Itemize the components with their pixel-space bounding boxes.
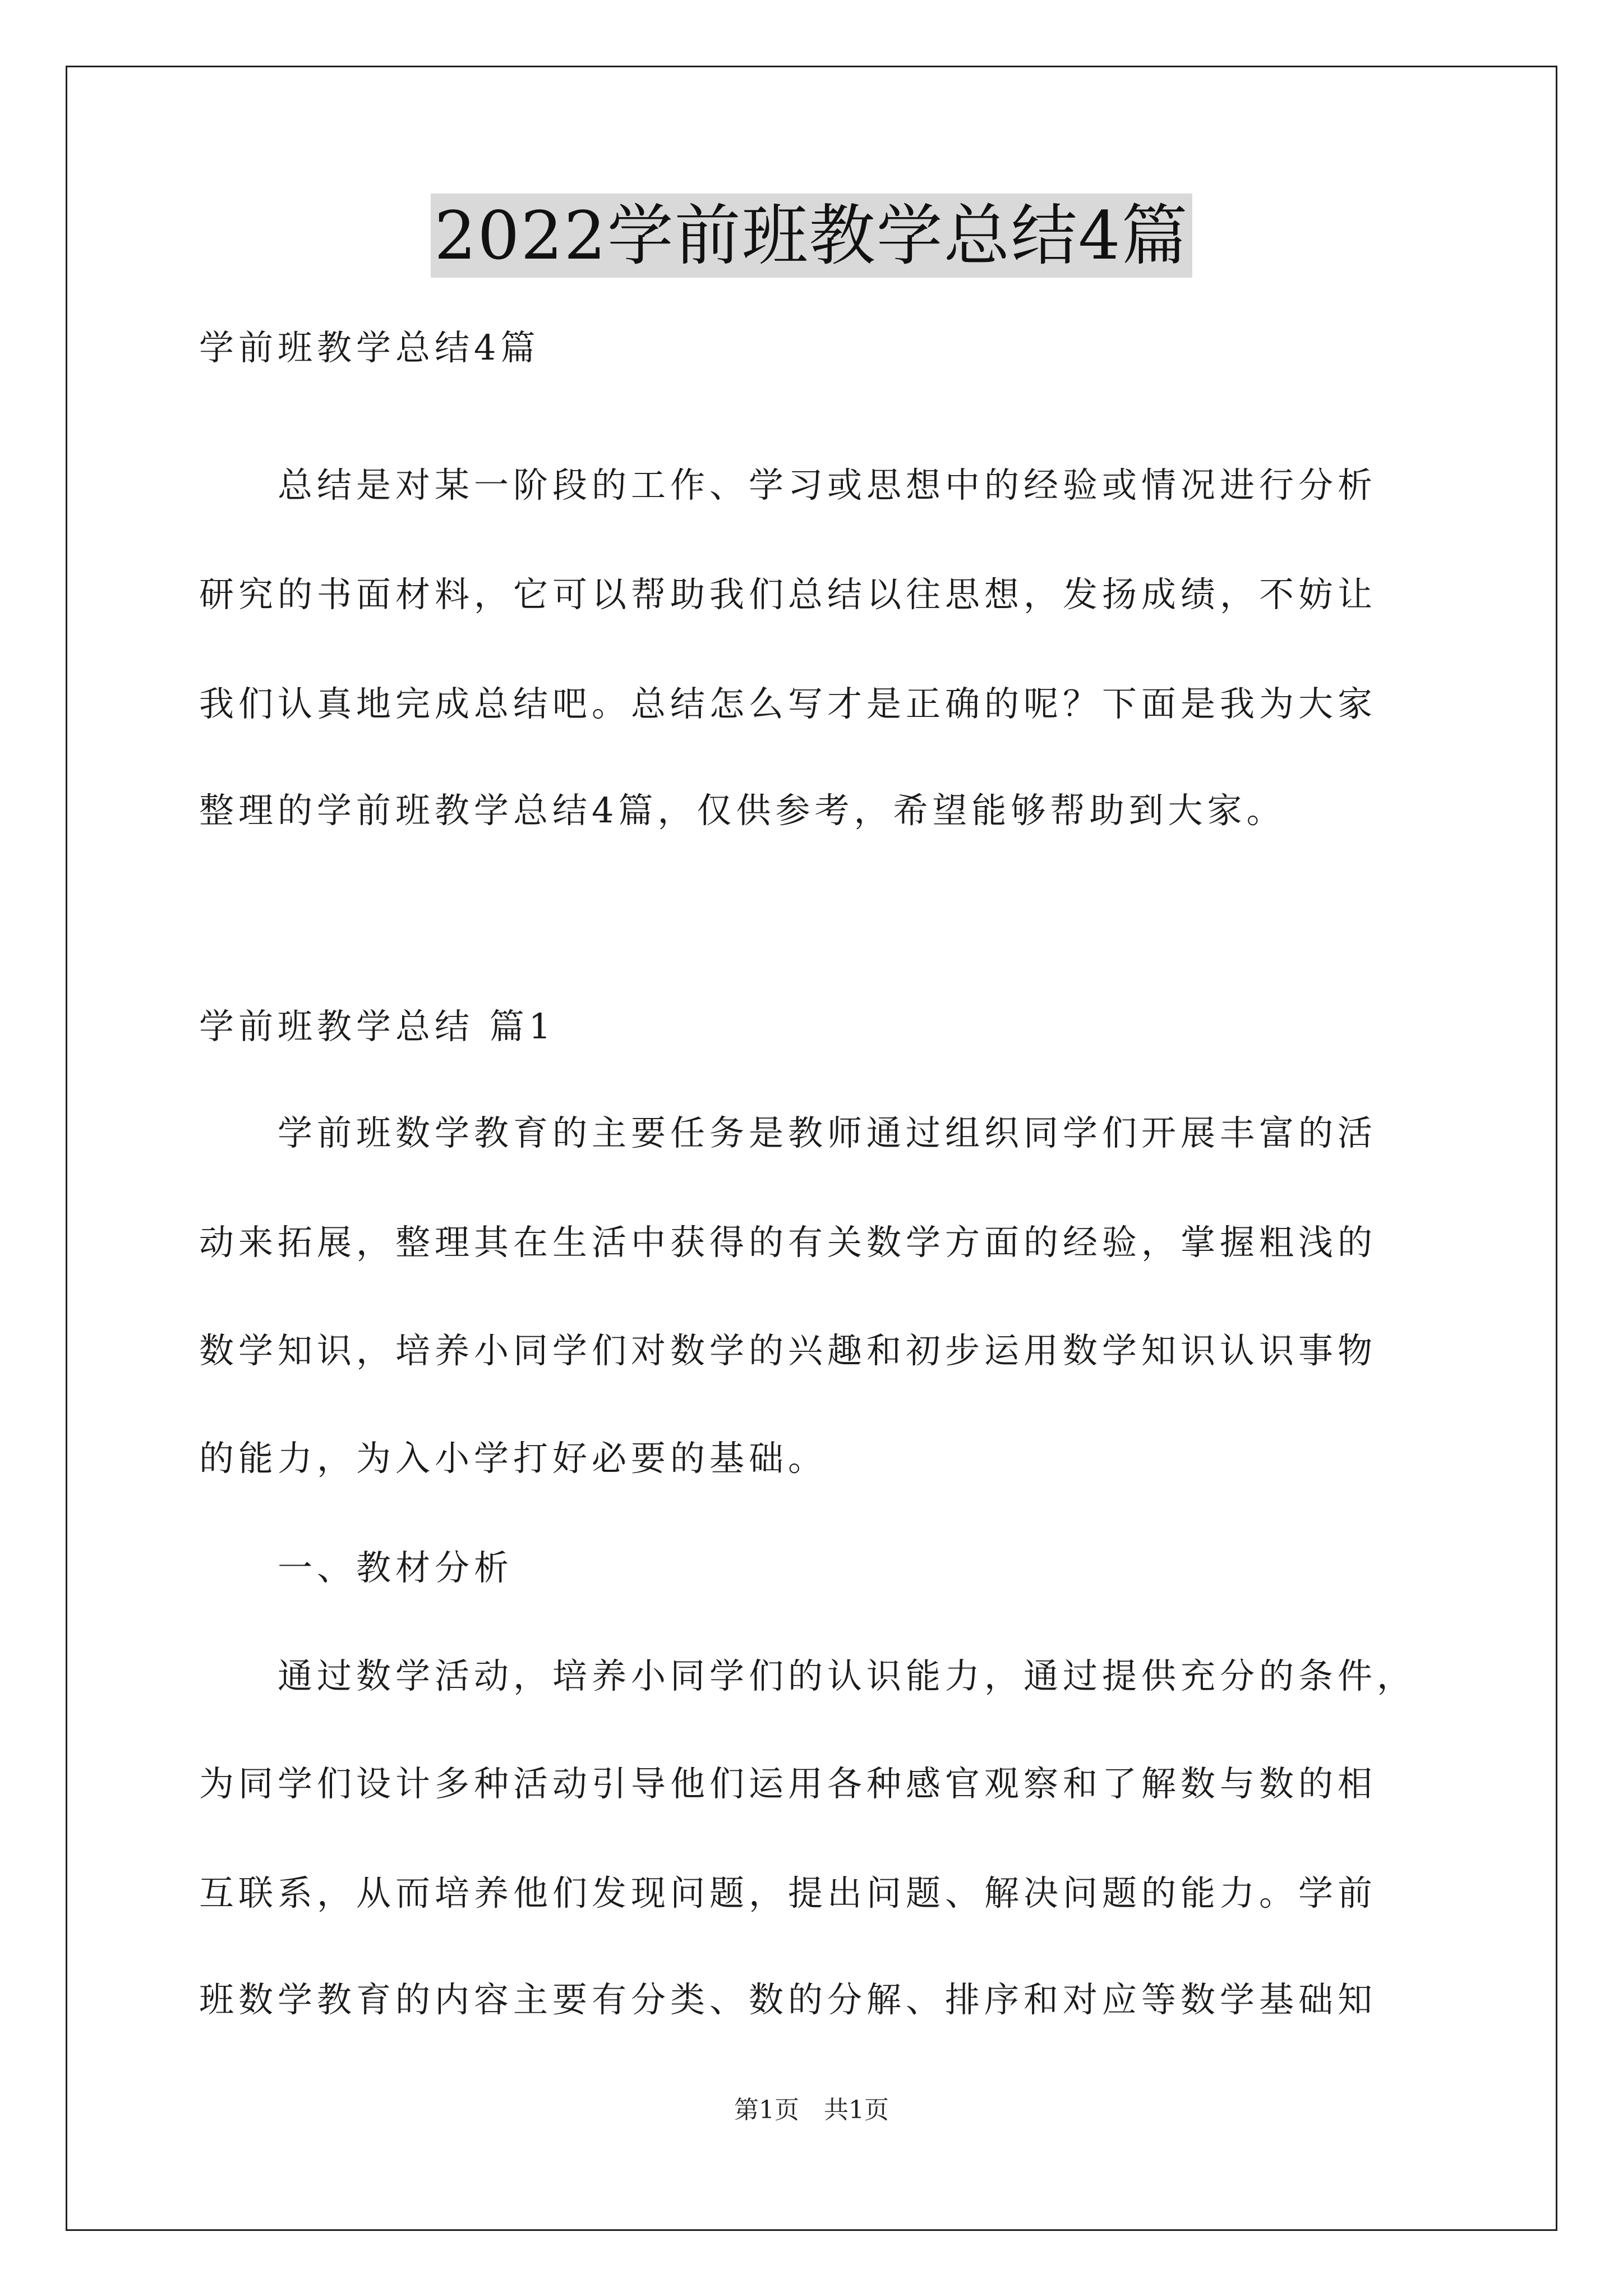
paragraph-line: 整理的学前班教学总结4篇，仅供参考，希望能够帮助到大家。 [199, 790, 1286, 831]
subsection-heading: 一、教材分析 [199, 1547, 514, 1588]
page-footer: 第1页 共1页 [734, 2096, 889, 2124]
document-title: 2022学前班教学总结4篇 [431, 194, 1192, 278]
subtitle-line: 学前班教学总结4篇 [199, 327, 540, 368]
paragraph-line: 的能力，为入小学打好必要的基础。 [199, 1438, 828, 1479]
paragraph-line: 我们认真地完成总结吧。总结怎么写才是正确的呢？下面是我为大家 [199, 683, 1377, 724]
section-heading: 学前班教学总结 篇1 [199, 1006, 556, 1047]
paragraph-line: 互联系，从而培养他们发现问题，提出问题、解决问题的能力。学前 [199, 1872, 1377, 1913]
paragraph-line: 研究的书面材料，它可以帮助我们总结以往思想，发扬成绩，不妨让 [199, 574, 1377, 615]
paragraph-line: 为同学们设计多种活动引导他们运用各种感官观察和了解数与数的相 [199, 1763, 1377, 1804]
paragraph-line: 总结是对某一阶段的工作、学习或思想中的经验或情况进行分析 [199, 464, 1377, 505]
paragraph-line: 通过数学活动，培养小同学们的认识能力，通过提供充分的条件， [199, 1655, 1417, 1696]
paragraph-line: 学前班数学教育的主要任务是教师通过组织同学们开展丰富的活 [199, 1112, 1377, 1153]
paragraph-line: 动来拓展，整理其在生活中获得的有关数学方面的经验，掌握粗浅的 [199, 1222, 1377, 1263]
paragraph-line: 数学知识，培养小同学们对数学的兴趣和初步运用数学知识认识事物 [199, 1330, 1377, 1371]
paragraph-line: 班数学教育的内容主要有分类、数的分解、排序和对应等数学基础知 [199, 1979, 1377, 2020]
title-container [0, 194, 1623, 278]
